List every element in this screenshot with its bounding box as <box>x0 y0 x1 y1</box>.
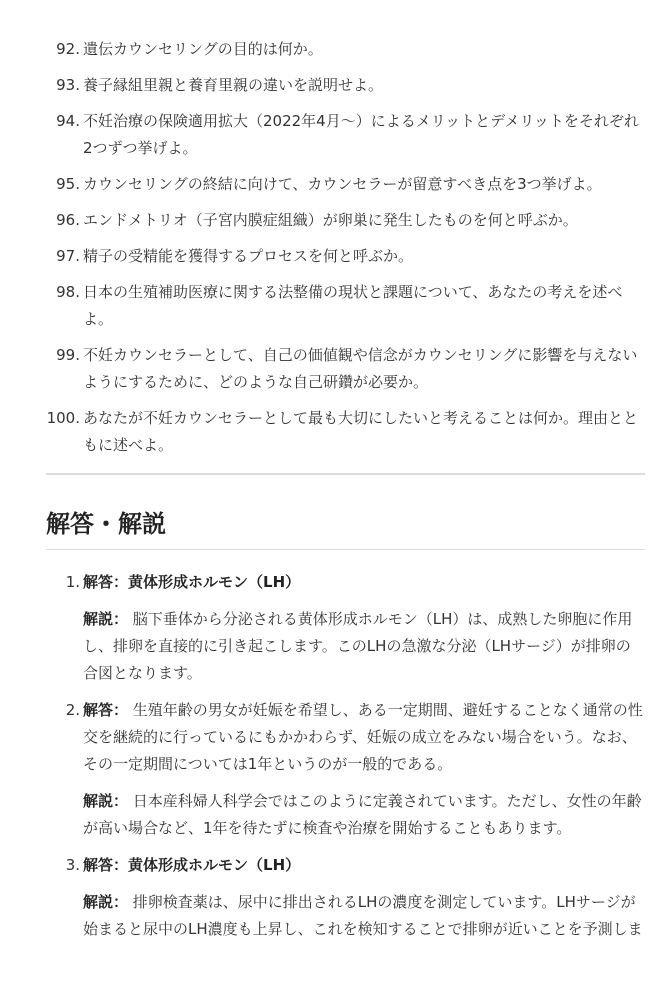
section-divider <box>46 473 645 475</box>
explanation-label: 解説： <box>83 610 129 628</box>
explanation-label: 解説： <box>83 792 129 810</box>
explanation-paragraph <box>83 788 645 842</box>
question-item <box>46 36 645 63</box>
question-item <box>46 72 645 99</box>
question-number: 97. <box>56 247 80 265</box>
answer-label: 解答： <box>83 573 129 591</box>
answer-list <box>46 569 645 943</box>
explanation-text: 日本産科婦人科学会ではこのように定義されています。ただし、女性の年齢が高い場合など、1年を待たずに検査や治療を開始することもあります。 <box>83 792 642 837</box>
question-text: あなたが不妊カウンセラーとして最も大切にしたいと考えることは何か。理由とともに述べよ。 <box>83 409 639 454</box>
explanation-text: 排卵検査薬は、尿中に排出されるLHの濃度を測定しています。LHサージが始まると尿中のLH濃度も上昇し、これを検知することで排卵が近いことを予測しま <box>83 893 643 938</box>
question-item <box>46 405 645 459</box>
question-list <box>46 36 645 459</box>
question-item <box>46 108 645 162</box>
answer-item <box>46 852 645 943</box>
section-heading: 解答・解説 <box>46 507 645 550</box>
explanation-text: 脳下垂体から分泌される黄体形成ホルモン（LH）は、成熟した卵胞に作用し、排卵を直接的に引き起こします。このLHの急激な分泌（LHサージ）が排卵の合図となります。 <box>83 610 633 682</box>
answer-paragraph <box>83 569 645 596</box>
question-text: 精子の受精能を獲得するプロセスを何と呼ぶか。 <box>83 247 414 265</box>
answer-paragraph <box>83 852 645 879</box>
explanation-label: 解説： <box>83 893 129 911</box>
question-number: 99. <box>56 346 80 364</box>
answer-text: 黄体形成ホルモン（LH） <box>128 573 301 591</box>
question-text: 不妊カウンセラーとして、自己の価値観や信念がカウンセリングに影響を与えないようにするために、どのような自己研鑽が必要か。 <box>83 346 638 391</box>
question-item <box>46 207 645 234</box>
answer-text: 生殖年齢の男女が妊娠を希望し、ある一定期間、避妊することなく通常の性交を継続的に行っているにもかかわらず、妊娠の成立をみない場合をいう。なお、その一定期間については1年というのが一般的である。 <box>83 701 643 773</box>
answer-item <box>46 569 645 687</box>
question-number: 98. <box>56 283 80 301</box>
question-text: エンドメトリオ（子宮内膜症組織）が卵巣に発生したものを何と呼ぶか。 <box>83 211 578 229</box>
answer-text: 黄体形成ホルモン（LH） <box>128 856 301 874</box>
question-number: 95. <box>56 175 80 193</box>
answer-label: 解答： <box>83 856 129 874</box>
question-item <box>46 342 645 396</box>
answer-item <box>46 697 645 842</box>
answer-number: 1. <box>65 573 80 591</box>
explanation-paragraph <box>83 606 645 687</box>
question-item <box>46 243 645 270</box>
answer-number: 3. <box>65 856 80 874</box>
document-body <box>46 0 645 953</box>
question-number: 92. <box>56 40 80 58</box>
question-number: 100. <box>46 409 80 427</box>
question-text: 養子縁組里親と養育里親の違いを説明せよ。 <box>83 76 384 94</box>
explanation-paragraph <box>83 889 645 943</box>
answer-label: 解答： <box>83 701 129 719</box>
question-text: 日本の生殖補助医療に関する法整備の現状と課題について、あなたの考えを述べよ。 <box>83 283 623 328</box>
question-number: 94. <box>56 112 80 130</box>
question-item <box>46 171 645 198</box>
question-number: 93. <box>56 76 80 94</box>
question-text: 遺伝カウンセリングの目的は何か。 <box>83 40 323 58</box>
answer-number: 2. <box>65 701 80 719</box>
question-number: 96. <box>56 211 80 229</box>
question-item <box>46 279 645 333</box>
question-text: 不妊治療の保険適用拡大（2022年4月～）によるメリットとデメリットをそれぞれ2つずつ挙げよ。 <box>83 112 639 157</box>
answer-paragraph <box>83 697 645 778</box>
question-text: カウンセリングの終結に向けて、カウンセラーが留意すべき点を3つ挙げよ。 <box>83 175 602 193</box>
